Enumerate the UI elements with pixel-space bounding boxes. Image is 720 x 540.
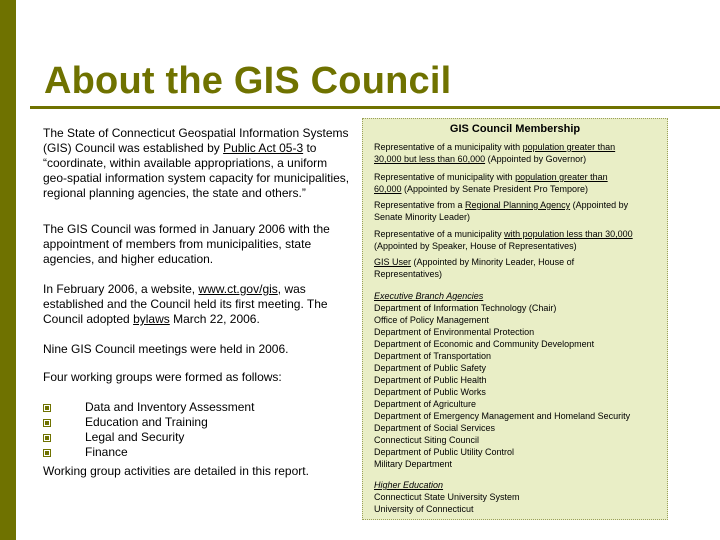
list-item	[43, 430, 353, 445]
higher-education-header[interactable]: Higher Education	[374, 480, 444, 490]
group-label: Legal and Security	[85, 430, 185, 444]
member-entry	[374, 228, 664, 252]
member-entry	[374, 141, 664, 165]
group-label: Data and Inventory Assessment	[85, 400, 255, 414]
slide-title: About the GIS Council	[44, 60, 452, 102]
m3-text-c: Senate Minority Leader)	[374, 212, 471, 222]
paragraph-website	[43, 282, 353, 342]
m2-text-b: (Appointed by Senate President Pro Tempore)	[401, 184, 588, 194]
list-item: Department of Public Works	[374, 387, 486, 397]
m2-text: Representative of municipality with	[374, 172, 516, 182]
list-item: Department of Agriculture	[374, 399, 477, 409]
m1-text: Representative of a municipality with	[374, 142, 523, 152]
list-item: Department of Environmental Protection	[374, 327, 535, 337]
m3-text-b: (Appointed by	[570, 200, 629, 210]
group-label: Finance	[85, 445, 128, 459]
p3-text-c: March 22, 2006.	[169, 312, 260, 326]
list-item	[43, 400, 353, 415]
list-item: Department of Economic and Community Development	[374, 339, 595, 349]
paragraph-formation: The GIS Council was formed in January 2006 with the appointment of members from municipalities, state agencies, and higher education.	[43, 222, 330, 266]
p1-text-b: to “coordinate, within available appropriations, a uniform geo-spatial information system capacity for municipalities, regional planning agencies, the state and others.”	[43, 141, 350, 200]
m1-text-b: (Appointed by Governor)	[485, 154, 587, 164]
m3-text: Representative from a	[374, 200, 466, 210]
website-link[interactable]: www.ct.gov/gis	[198, 282, 278, 296]
paragraph-report: Working group activities are detailed in this report.	[43, 464, 309, 478]
panel-title: GIS Council Membership	[449, 123, 581, 135]
executive-header[interactable]: Executive Branch Agencies	[374, 291, 484, 301]
higher-education-list	[374, 479, 664, 515]
list-item: Department of Public Utility Control	[374, 447, 515, 457]
p3-text-a: In February 2006, a website,	[43, 282, 199, 296]
list-item: Department of Emergency Management and Homeland Security	[374, 411, 631, 421]
p1-text-a: The State of Connecticut Geospatial Information Systems (GIS) Council was established by	[43, 126, 349, 155]
paragraph-meetings: Nine GIS Council meetings were held in 2006.	[43, 342, 289, 356]
list-item: Military Department	[374, 459, 453, 469]
bullet-icon	[43, 449, 51, 457]
member-entry	[374, 256, 664, 280]
m5-link[interactable]: GIS User	[374, 257, 412, 267]
m3-link[interactable]: Regional Planning Agency	[465, 200, 571, 210]
m1-link-a[interactable]: population greater than	[522, 142, 616, 152]
working-group-list	[43, 400, 353, 464]
list-item: University of Connecticut	[374, 504, 474, 514]
list-item	[43, 415, 353, 430]
executive-agencies-list	[374, 290, 664, 470]
m2-link-b[interactable]: 60,000	[374, 184, 402, 194]
p3-text-b: , was established and the Council held its first meeting. The Council adopted	[43, 282, 328, 326]
list-item: Office of Policy Management	[374, 315, 489, 325]
m4-link[interactable]: with population less than 30,000	[504, 229, 633, 239]
list-item	[43, 445, 353, 460]
list-item: Department of Transportation	[374, 351, 492, 361]
list-item: Department of Social Services	[374, 423, 496, 433]
m4-text: Representative of a municipality	[374, 229, 505, 239]
paragraph-working-groups: Four working groups were formed as follows:	[43, 370, 282, 384]
public-act-link[interactable]: Public Act 05-3	[223, 141, 304, 155]
m4-text-b: (Appointed by Speaker, House of Representatives)	[374, 241, 577, 251]
list-item: Department of Public Health	[374, 375, 487, 385]
member-entry	[374, 171, 664, 195]
list-item: Department of Information Technology (Chair)	[374, 303, 557, 313]
bullet-icon	[43, 419, 51, 427]
list-item: Connecticut Siting Council	[374, 435, 480, 445]
list-item: Connecticut State University System	[374, 492, 520, 502]
bylaws-link[interactable]: bylaws	[133, 312, 170, 326]
m5-text-b: Representatives)	[374, 269, 443, 279]
left-column	[43, 126, 353, 479]
m2-link-a[interactable]: population greater than	[515, 172, 608, 182]
group-label: Education and Training	[85, 415, 208, 429]
accent-bar	[0, 0, 16, 540]
list-item: Department of Public Safety	[374, 363, 487, 373]
title-rule	[30, 106, 720, 109]
paragraph-establishment	[43, 126, 353, 222]
bullet-icon	[43, 404, 51, 412]
membership-panel	[362, 118, 668, 520]
m5-text: (Appointed by Minority Leader, House of	[411, 257, 575, 267]
bullet-icon	[43, 434, 51, 442]
member-entry	[374, 199, 664, 223]
m1-link-b[interactable]: 30,000 but less than 60,000	[374, 154, 486, 164]
